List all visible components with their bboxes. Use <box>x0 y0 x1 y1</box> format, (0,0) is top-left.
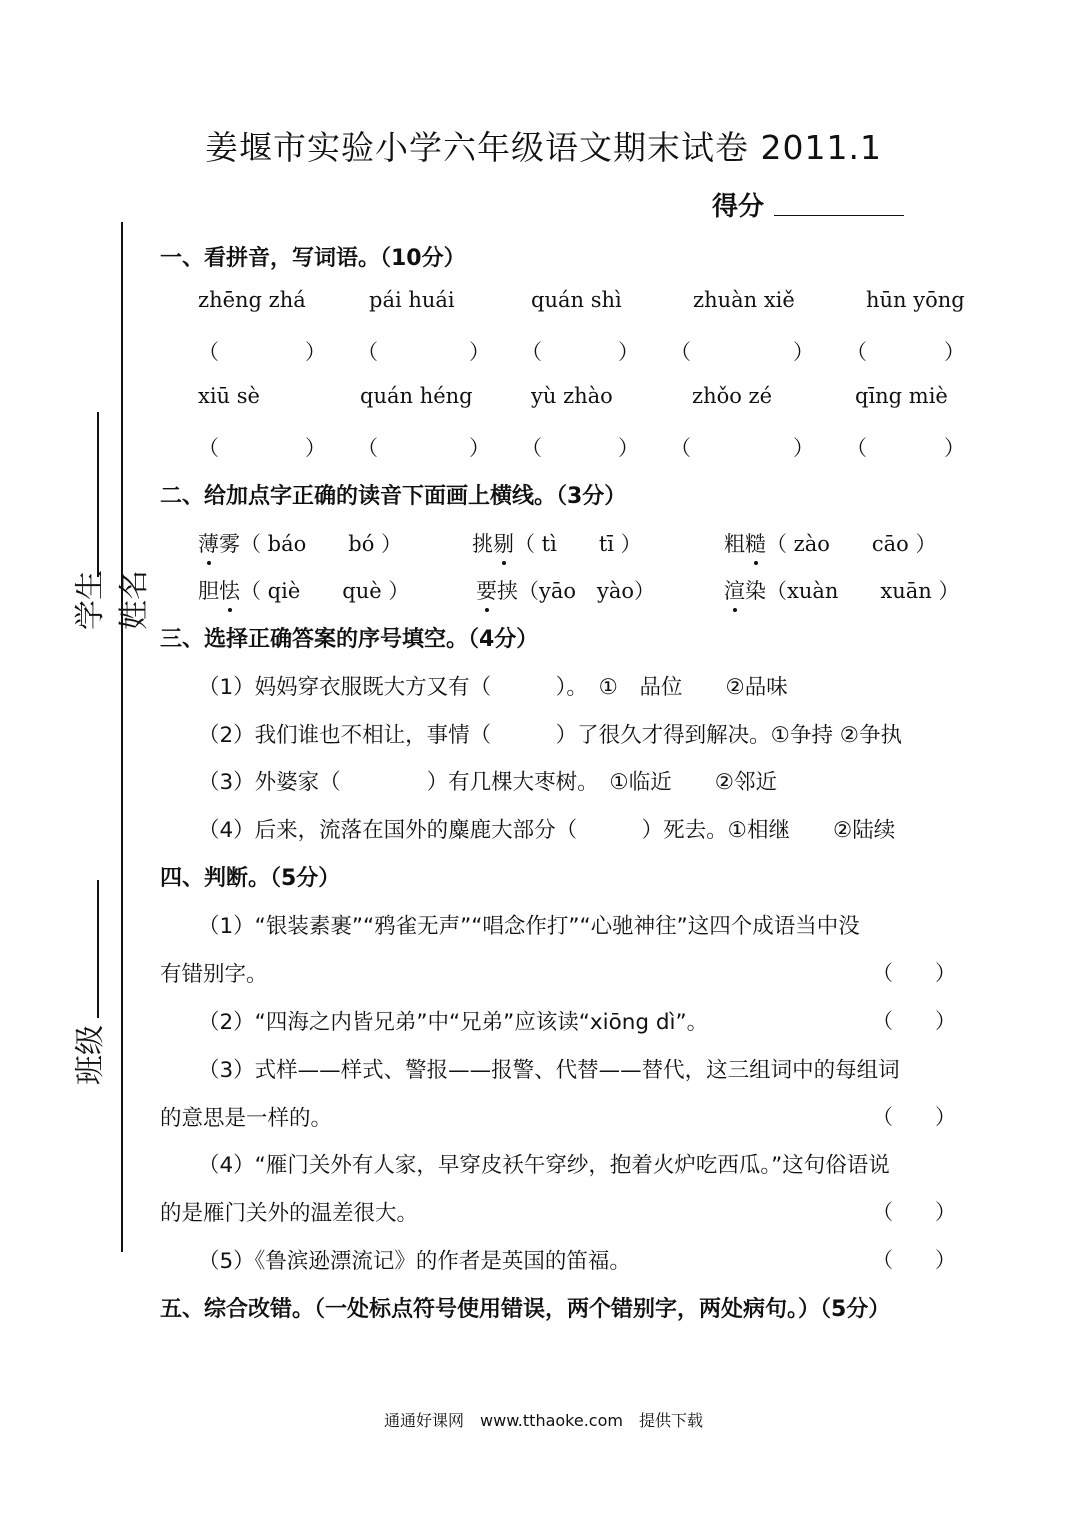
reading-item <box>476 575 655 605</box>
judge-answer-box[interactable]: （ ） <box>872 1248 956 1272</box>
dotted-char: 渲 <box>724 579 745 603</box>
pinyin-item: zhēng zhá <box>198 288 306 312</box>
judge-question: （5）《鲁滨逊漂流记》的作者是英国的笛福。 <box>198 1249 631 1274</box>
judge-answer-box[interactable]: （ ） <box>872 1200 956 1224</box>
plain-char: 染 <box>745 579 766 603</box>
pinyin-item: xiū sè <box>198 384 260 408</box>
answer-paren-open: （ <box>198 340 219 364</box>
dotted-char: 糙 <box>745 532 766 556</box>
judge-question-cont: 的意思是一样的。 <box>160 1106 333 1131</box>
reading-item <box>724 528 937 558</box>
answer-paren-close: ） <box>618 436 639 460</box>
judge-question: （3）式样——样式、警报——报警、代替——替代，这三组词中的每组词 <box>198 1058 900 1083</box>
choice-question: （4）后来，流落在国外的麋鹿大部分（ ）死去。①相继 ②陆续 <box>198 818 896 843</box>
dotted-char: 怯 <box>219 579 240 603</box>
class-label: 班级 <box>73 1025 108 1085</box>
reading-item <box>198 575 409 605</box>
section-1-heading: 一、看拼音，写词语。（10分） <box>160 246 466 271</box>
choice-question: （3）外婆家（ ）有几棵大枣树。 ①临近 ②邻近 <box>198 770 777 795</box>
plain-char: 挟 <box>497 579 518 603</box>
reading-options: （ qiè què ） <box>240 579 410 603</box>
dotted-char: 要 <box>476 579 497 603</box>
reading-options: （xuàn xuān ） <box>766 579 960 603</box>
footer-credit: 通通好课网 www.tthaoke.com 提供下载 <box>384 1411 703 1430</box>
section-4-heading: 四、判断。（5分） <box>160 866 341 891</box>
reading-item <box>472 528 642 558</box>
pinyin-item: qīng miè <box>855 384 948 408</box>
pinyin-item: yù zhào <box>531 384 613 408</box>
judge-question-cont: 有错别字。 <box>160 962 268 987</box>
reading-options: （yāo yào） <box>518 579 656 603</box>
answer-paren-open: （ <box>846 436 867 460</box>
judge-answer-box[interactable]: （ ） <box>872 1009 956 1033</box>
choice-question: （2）我们谁也不相让，事情（ ）了很久才得到解决。①争持 ②争执 <box>198 723 903 748</box>
answer-paren-open: （ <box>521 436 542 460</box>
reading-item <box>198 528 402 558</box>
answer-paren-open: （ <box>357 340 378 364</box>
score-label: 得分 <box>712 192 765 222</box>
answer-paren-open: （ <box>846 340 867 364</box>
answer-paren-open: （ <box>521 340 542 364</box>
answer-paren-close: ） <box>469 340 490 364</box>
judge-question: （1）“银装素裹”“鸦雀无声”“唱念作打”“心驰神往”这四个成语当中没 <box>198 914 860 939</box>
reading-options: （ tì tī ） <box>514 532 642 556</box>
pinyin-item: zhuàn xiě <box>693 288 795 312</box>
score-blank[interactable] <box>774 215 904 216</box>
plain-char: 雾 <box>219 532 240 556</box>
answer-paren-close: ） <box>944 340 965 364</box>
dotted-char: 薄 <box>198 532 219 556</box>
judge-answer-box[interactable]: （ ） <box>872 961 956 985</box>
section-5-heading: 五、综合改错。（一处标点符号使用错误，两个错别字，两处病句。）（5分） <box>160 1297 891 1322</box>
page-title: 姜堰市实验小学六年级语文期末试卷 2011.1 <box>205 128 882 167</box>
judge-question: （2）“四海之内皆兄弟”中“兄弟”应该读“xiōng dì”。 <box>198 1010 709 1035</box>
reading-item <box>724 575 960 605</box>
pinyin-item: pái huái <box>369 288 455 312</box>
section-3-heading: 三、选择正确答案的序号填空。（4分） <box>160 627 539 652</box>
answer-paren-open: （ <box>670 436 691 460</box>
judge-question: （4）“雁门关外有人家，早穿皮袄午穿纱，抱着火炉吃西瓜。”这句俗语说 <box>198 1153 890 1178</box>
section-2-heading: 二、给加点字正确的读音下面画上横线。（3分） <box>160 484 627 509</box>
answer-paren-close: ） <box>793 436 814 460</box>
plain-char: 粗 <box>724 532 745 556</box>
plain-char: 胆 <box>198 579 219 603</box>
plain-char: 挑 <box>472 532 493 556</box>
answer-paren-open: （ <box>198 436 219 460</box>
pinyin-item: quán shì <box>531 288 622 312</box>
reading-options: （ báo bó ） <box>240 532 403 556</box>
class-blank[interactable] <box>97 880 99 1018</box>
pinyin-item: quán héng <box>360 384 473 408</box>
judge-answer-box[interactable]: （ ） <box>872 1105 956 1129</box>
answer-paren-close: ） <box>469 436 490 460</box>
choice-question: （1）妈妈穿衣服既大方又有（ ）。 ① 品位 ②品味 <box>198 675 788 700</box>
answer-paren-close: ） <box>618 340 639 364</box>
student-name-blank[interactable] <box>97 412 99 577</box>
binding-line <box>121 222 123 1252</box>
answer-paren-open: （ <box>357 436 378 460</box>
student-name-label: 学生姓名 <box>73 570 152 630</box>
reading-options: （ zào cāo ） <box>766 532 937 556</box>
answer-paren-close: ） <box>305 340 326 364</box>
answer-paren-open: （ <box>670 340 691 364</box>
dotted-char: 剔 <box>493 532 514 556</box>
answer-paren-close: ） <box>305 436 326 460</box>
pinyin-item: zhǒo zé <box>692 384 773 408</box>
answer-paren-close: ） <box>944 436 965 460</box>
pinyin-item: hūn yōng <box>866 288 965 312</box>
answer-paren-close: ） <box>793 340 814 364</box>
judge-question-cont: 的是雁门关外的温差很大。 <box>160 1201 419 1226</box>
